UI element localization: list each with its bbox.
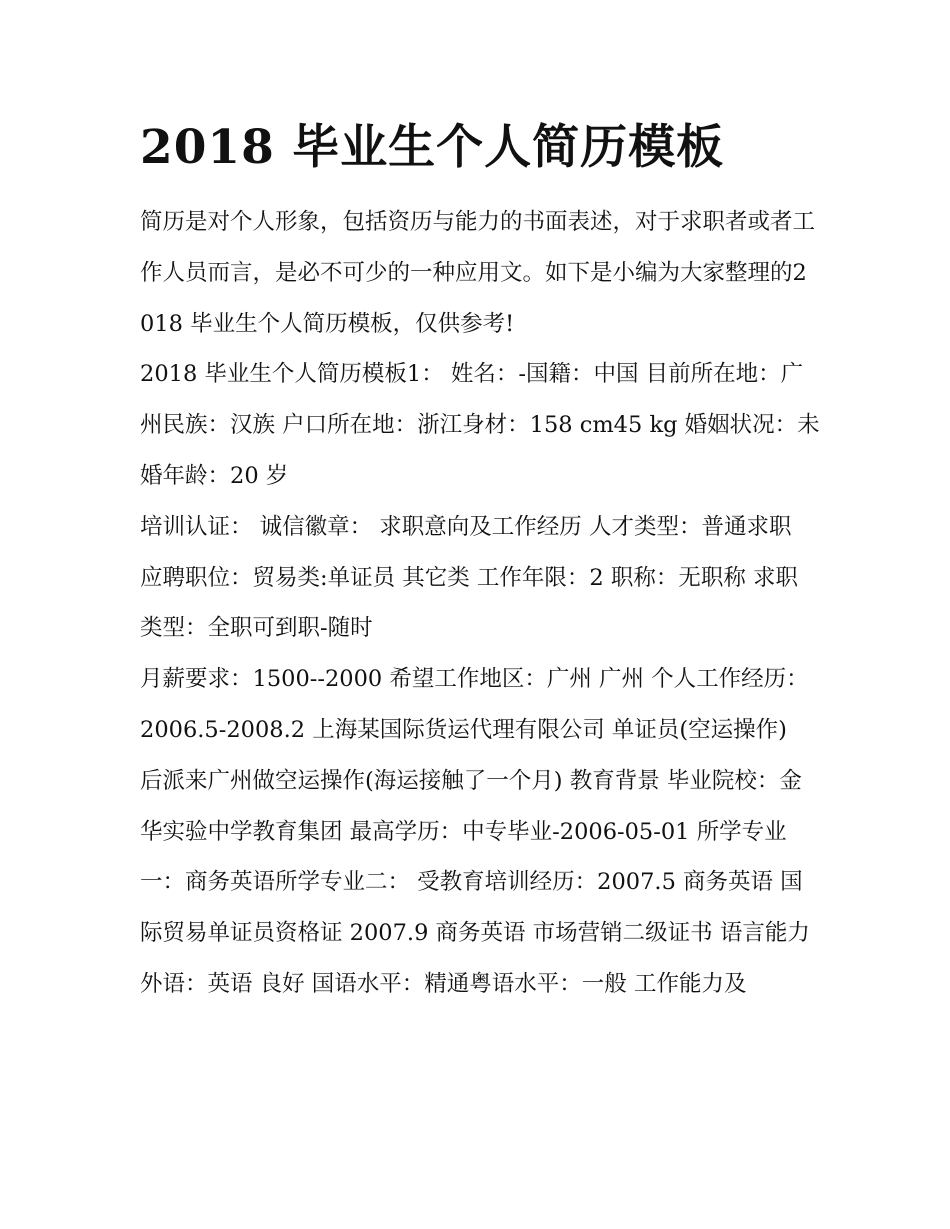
paragraph-languages: 外语：英语 良好 国语水平：精通粤语水平：一般 工作能力及 <box>140 970 747 997</box>
document-title: 2018 毕业生个人简历模板 <box>140 120 725 175</box>
document-body <box>140 197 820 1010</box>
paragraph-work-experience: 月薪要求：1500--2000 希望工作地区：广州 广州 个人工作经历：2006.5-2008.2 上海某国际货运代理有限公司 单证员(空运操作) <box>140 666 809 743</box>
paragraph-basic-info: 2018 毕业生个人简历模板1： 姓名：-国籍：中国 目前所在地：广州民族：汉族 户口所在地：浙江身材：158 cm45 kg 婚姻状况：未婚年龄：20 岁 <box>140 361 820 489</box>
paragraph-job-intention: 培训认证： 诚信徽章： 求职意向及工作经历 人才类型：普通求职 应聘职位：贸易类:单证员 其它类 工作年限：2 职称：无职称 求职类型：全职可到职-随时 <box>140 513 799 642</box>
paragraph-intro: 简历是对个人形象，包括资历与能力的书面表述，对于求职者或者工作人员而言，是必不可少的一种应用文。如下是小编为大家整理的2018 毕业生个人简历模板，仅供参考! <box>140 209 816 337</box>
paragraph-education: 后派来广州做空运操作(海运接触了一个月) 教育背景 毕业院校：金华实验中学教育集团 最高学历：中专毕业-2006-05-01 所学专业一：商务英语所学专业二： 受教育培训经历：2007.5 商务英语 国际贸易单证员资格证 2007.9 商务英语 市场营销二级证书 语言能力 <box>140 767 810 947</box>
